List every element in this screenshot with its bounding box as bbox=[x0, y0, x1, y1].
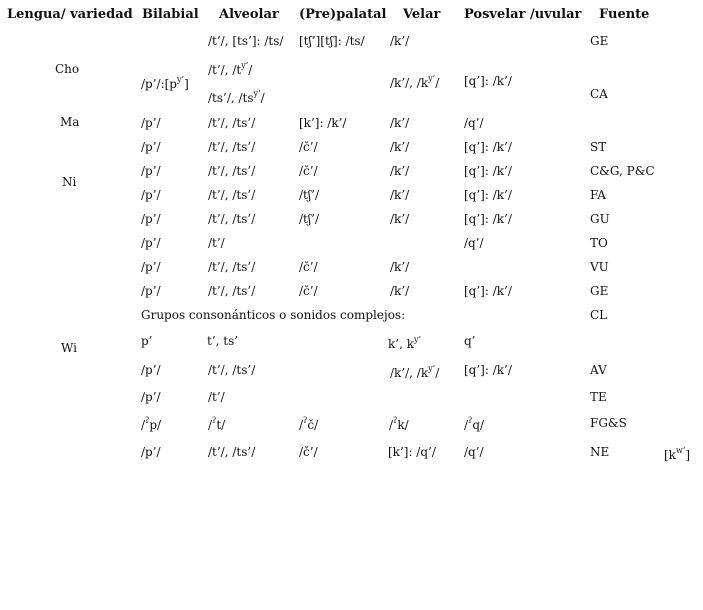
cell-bilabial: /p’/ bbox=[141, 236, 161, 250]
cell-velar: /k’/ bbox=[390, 164, 410, 178]
cell-velar: /$^ʔ$k/ bbox=[389, 416, 409, 432]
cell-fuente: ST bbox=[590, 140, 607, 154]
cell-fuente: FG&S bbox=[590, 416, 627, 430]
cell-fuente: CA bbox=[590, 87, 608, 101]
cell-alveolar: /t’/ bbox=[208, 236, 225, 250]
cell-fuente: C&G, P&C bbox=[590, 164, 655, 178]
cell-alveolar: /t’/, /ts’/ bbox=[208, 116, 256, 130]
cell-palatal: /tʃ’/ bbox=[299, 188, 319, 202]
header-posvelar: Posvelar /uvular bbox=[464, 7, 582, 22]
cell-posvelar: /q’/ bbox=[464, 116, 484, 130]
cell-palatal: /tʃ’/ bbox=[299, 212, 319, 226]
header-velar: Velar bbox=[403, 7, 441, 22]
cell-fuente: TE bbox=[590, 390, 607, 404]
cell-posvelar: /$^ʔ$q/ bbox=[464, 416, 485, 432]
cell-bilabial: /p’/ bbox=[141, 445, 161, 459]
cell-alveolar: /ts’/, $/ts^{y’}/$ bbox=[208, 89, 265, 105]
header-lengua: Lengua/ variedad bbox=[7, 7, 133, 22]
cell-alveolar: /t’/, /ts’/ bbox=[208, 188, 256, 202]
cell-palatal: /č’/ bbox=[299, 164, 318, 178]
cell-velar: /k’/ bbox=[390, 116, 410, 130]
group-label: Ma bbox=[60, 115, 80, 129]
cell-alveolar: /t’/, [ts’]: /ts/ bbox=[208, 34, 284, 48]
cell-fuente: GE bbox=[590, 284, 609, 298]
cell-bilabial: /p’/ bbox=[141, 260, 161, 274]
cell-velar: [k’]: /q’/ bbox=[388, 445, 436, 459]
cell-bilabial: /p’/ bbox=[141, 164, 161, 178]
cell-posvelar: [q’]: /k’/ bbox=[464, 284, 512, 298]
cell-bilabial: /p’/ bbox=[141, 212, 161, 226]
cell-velar: k’, $k^{y’}$ bbox=[388, 335, 422, 351]
group-label: Ni bbox=[62, 175, 77, 189]
cell-fuente: GE bbox=[590, 34, 609, 48]
cell-alveolar: /t’/, /ts’/ bbox=[208, 363, 256, 377]
cell-posvelar: [q’]: /k’/ bbox=[464, 74, 512, 88]
cell-fuente: GU bbox=[590, 212, 610, 226]
cell-palatal: /$^ʔ$č/ bbox=[299, 416, 319, 432]
cell-velar: /k’/, $/k^{y’}/$ bbox=[390, 364, 440, 380]
cell-alveolar: /$^ʔ$t/ bbox=[208, 416, 226, 432]
header-palatal: (Pre)palatal bbox=[299, 7, 387, 22]
cell-palatal: /č’/ bbox=[299, 140, 318, 154]
cell-alveolar: /t’/, /ts’/ bbox=[208, 140, 256, 154]
cell-posvelar: [q’]: /k’/ bbox=[464, 188, 512, 202]
cell-fuente: CL bbox=[590, 308, 608, 322]
cell-velar: /k’/ bbox=[390, 140, 410, 154]
cell-bilabial: /p’/ bbox=[141, 363, 161, 377]
cell-fuente: TO bbox=[590, 236, 608, 250]
cell-bilabial: /p’/ bbox=[141, 188, 161, 202]
cell-extra: $[k^{w’}]$ bbox=[664, 446, 691, 462]
cell-alveolar: /t’/, /ts’/ bbox=[208, 260, 256, 274]
header-alveolar: Alveolar bbox=[219, 7, 279, 22]
cell-bilabial: /p’/ bbox=[141, 140, 161, 154]
cell-alveolar: /t’/, /ts’/ bbox=[208, 445, 256, 459]
cell-alveolar: t’, ts’ bbox=[207, 334, 239, 348]
group-label: Cho bbox=[55, 62, 80, 76]
cell-posvelar: [q’]: /k’/ bbox=[464, 212, 512, 226]
cell-bilabial: $/p’/:[p^{y’}]$ bbox=[141, 75, 189, 91]
cell-bilabial: /p’/ bbox=[141, 390, 161, 404]
cell-bilabial: /p’/ bbox=[141, 116, 161, 130]
cell-alveolar: /t’/, /ts’/ bbox=[208, 212, 256, 226]
group-label: Wi bbox=[61, 341, 77, 355]
cell-velar: /k’/ bbox=[390, 34, 410, 48]
cell-palatal: [tʃ’][tʃ]: /ts/ bbox=[299, 34, 365, 48]
cell-span: Grupos consonánticos o sonidos complejos: bbox=[141, 308, 406, 322]
cell-fuente: NE bbox=[590, 445, 610, 459]
cell-velar: /k’/ bbox=[390, 188, 410, 202]
cell-posvelar: q’ bbox=[464, 334, 476, 348]
cell-bilabial: /$^ʔ$p/ bbox=[141, 416, 162, 432]
cell-fuente: AV bbox=[590, 363, 607, 377]
cell-bilabial: /p’/ bbox=[141, 284, 161, 298]
cell-palatal: /č’/ bbox=[299, 284, 318, 298]
cell-posvelar: /q’/ bbox=[464, 445, 484, 459]
cell-posvelar: [q’]: /k’/ bbox=[464, 140, 512, 154]
cell-posvelar: [q’]: /k’/ bbox=[464, 363, 512, 377]
cell-palatal: /č’/ bbox=[299, 445, 318, 459]
cell-fuente: VU bbox=[590, 260, 609, 274]
cell-alveolar: /t’/, /ts’/ bbox=[208, 284, 256, 298]
cell-velar: /k’/ bbox=[390, 284, 410, 298]
cell-alveolar: /t’/, $/t^{y’}/$ bbox=[208, 61, 253, 77]
cell-posvelar: [q’]: /k’/ bbox=[464, 164, 512, 178]
cell-velar: /k’/ bbox=[390, 260, 410, 274]
cell-palatal: /č’/ bbox=[299, 260, 318, 274]
cell-velar: /k’/ bbox=[390, 212, 410, 226]
cell-alveolar: /t’/, /ts’/ bbox=[208, 164, 256, 178]
cell-posvelar: /q’/ bbox=[464, 236, 484, 250]
cell-bilabial: p’ bbox=[141, 334, 153, 348]
cell-fuente: FA bbox=[590, 188, 606, 202]
header-fuente: Fuente bbox=[599, 7, 650, 22]
cell-palatal: [k’]: /k’/ bbox=[299, 116, 347, 130]
cell-velar: /k’/, $/k^{y’}/$ bbox=[390, 74, 440, 90]
cell-alveolar: /t’/ bbox=[208, 390, 225, 404]
header-bilabial: Bilabial bbox=[142, 7, 199, 22]
